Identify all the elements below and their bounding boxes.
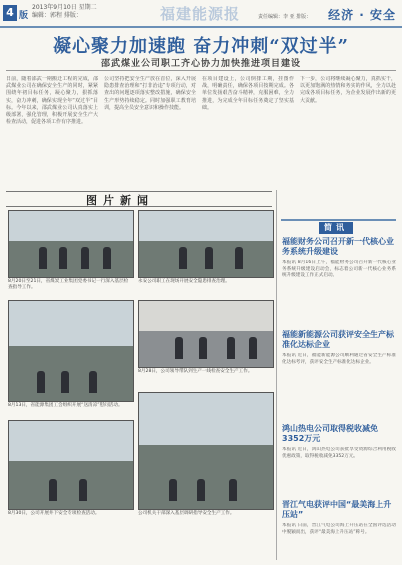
photo-caption-1: 8月20日至21日，省煤炭工业集团党委书记一行深入基层检查指导工作。 <box>8 279 129 290</box>
headline-divider <box>6 70 396 71</box>
article-column-2: 公司坚持把安全生产放在首位，深入开展隐患排查治理和“打非治违”专项行动，对查出的问题逐项落实整改措施，确保安全生产形势持续稳定。同时加强职工教育培训，提高全员安全意识和操作技能。 <box>104 76 196 111</box>
photo-caption-3: 8月13日，省能源集团工会组织开展“送清凉”慰问活动。 <box>8 403 123 408</box>
news-photo-3 <box>8 300 134 402</box>
brief-title-3: 鸿山热电公司取得税收减免3352万元 <box>282 424 378 443</box>
paper-masthead: 福建能源报 <box>160 5 241 23</box>
article-column-3: 在项目建设上，公司倒排工期，挂图作战，明确责任，确保各项目按期完成。各单位发扬艰苦奋斗精神，克服困难，全力推进，为完成全年目标任务奠定了坚实基础。 <box>202 76 294 111</box>
article-headline: 凝心聚力加速跑 奋力冲刺“双过半” <box>53 36 349 57</box>
photo-caption-5: 8月30日，公司开展井下安全专项检查活动。 <box>8 511 100 516</box>
brief-body-4: 本报讯 日前，晋江气电公司海上升压站在全国评选活动中脱颖而出，获评“最美海上升压站”称号。 <box>282 523 396 535</box>
photo-news-title: 图片新闻 <box>86 194 154 207</box>
photo-caption-6: 公司机关干部深入基层调研指导安全生产工作。 <box>138 511 235 516</box>
brief-body-1: 本报讯 8月16日上午，福能财务公司召开新一代核心业务系统升级建设启动会，标志着公司新一代核心业务系统升级建设工作正式启动。 <box>282 260 396 279</box>
brief-body-2: 本报讯 近日，福能新能源公司顺利通过省安全生产标准化达标考评，获评安全生产标准化达标企业。 <box>282 353 396 365</box>
page-header <box>0 0 402 28</box>
photo-caption-4: 8月28日，公司领导带队到生产一线检查安全生产工作。 <box>138 369 253 374</box>
editor-info: 编辑：郭程 排版： <box>32 12 82 19</box>
briefs-header <box>281 219 396 235</box>
article-column-1: 日前，随着邵武一期搬迁工程的完成，邵武煤业公司在确保安全生产的同时，紧紧围绕年初目标任务，凝心聚力，狠抓落实，奋力冲刺，确保实现全年“双过半”目标。今年以来，邵武煤业公司认真落实上级部署，强化管理，积极开展安全生产大检查活动，促进各项工作有序推进。 <box>6 76 98 126</box>
section-title: 经济 · 安全 <box>328 8 396 22</box>
column-divider <box>276 190 277 560</box>
page-suffix: 版 <box>19 11 29 21</box>
article-column-4: 下一步，公司将继续凝心聚力，真抓实干，以更加饱满的热情和务实的作风，全力以赴完成各项目标任务，为企业发展作出新的更大贡献。 <box>300 76 396 104</box>
news-photo-2 <box>138 210 274 278</box>
page-number: 4 <box>3 5 17 21</box>
news-photo-6 <box>138 392 274 510</box>
photo-news-header <box>6 191 272 207</box>
edition-info: 责任编辑：李 亚 排版： <box>258 14 312 20</box>
article-subheadline: 邵武煤业公司职工齐心协力加快推进项目建设 <box>100 59 301 69</box>
brief-title-1: 福能财务公司召开新一代核心业务系统升级建设 <box>282 237 394 256</box>
brief-title-2: 福能新能源公司获评安全生产标准化达标企业 <box>282 330 394 349</box>
news-photo-5 <box>8 420 134 510</box>
news-photo-4 <box>138 300 274 368</box>
brief-body-3: 本报讯 近日，鸿山热电公司获批享受资源综合利用税收优惠政策，取得税收减免3352万元。 <box>282 447 396 459</box>
briefs-label: 简讯 <box>319 222 353 234</box>
brief-title-4: 晋江气电获评中国“最美海上升压站” <box>282 500 392 519</box>
photo-caption-2: 永安公司职工在现场开展安全隐患排查治理。 <box>138 279 230 284</box>
issue-date: 2013年9月10日 星期二 <box>32 4 97 11</box>
news-photo-1 <box>8 210 134 278</box>
